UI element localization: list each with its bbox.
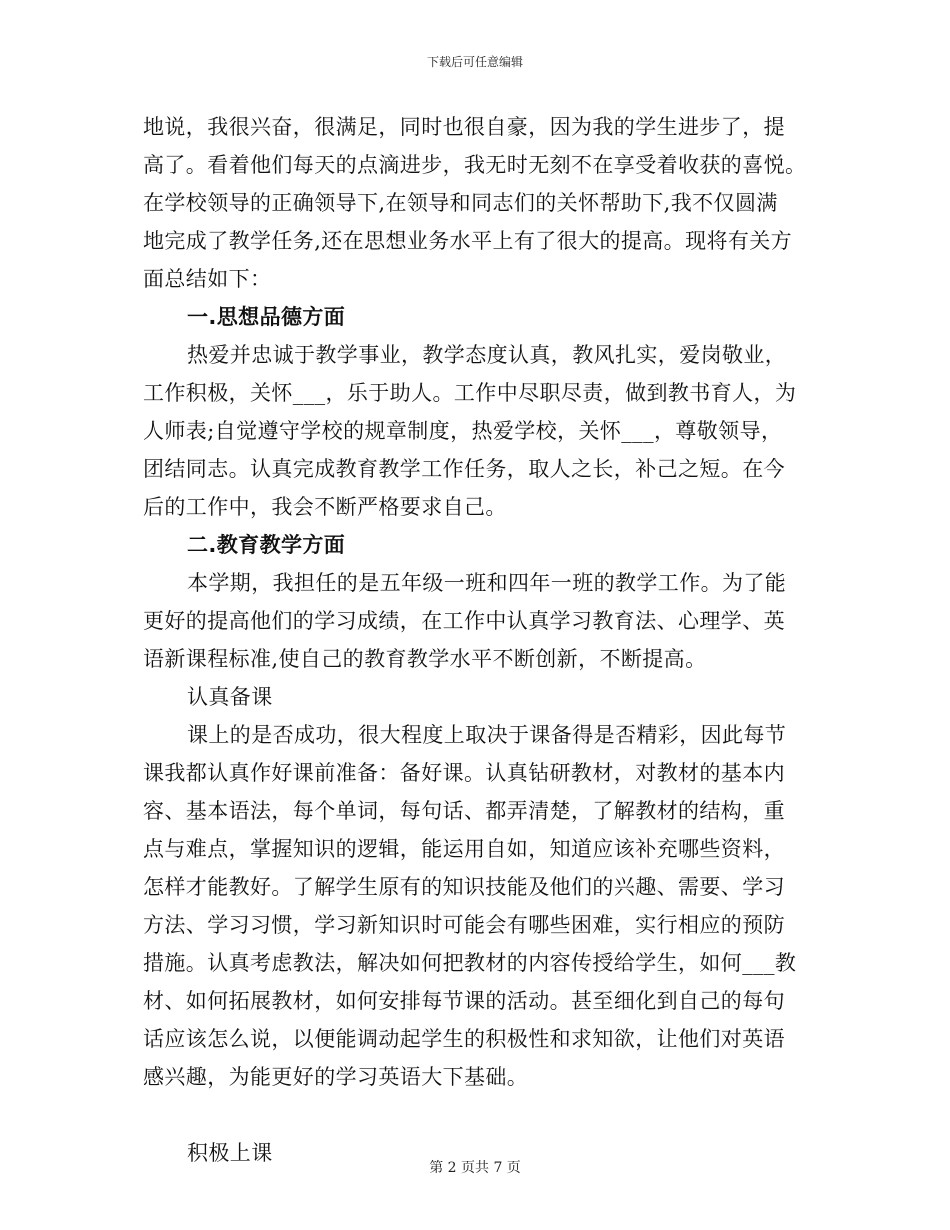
text-line: 更好的提高他们的学习成绩，在工作中认真学习教育法、心理学、英: [143, 609, 785, 633]
page-header: 下载后可任意编辑: [426, 55, 523, 69]
text-line: 团结同志。认真完成教育教学工作任务，取人之长，补己之短。在今: [143, 457, 785, 481]
text-line: 地完成了教学任务,还在思想业务水平上有了很大的提高。现将有关方: [143, 229, 793, 253]
text-line: 话应该怎么说，以便能调动起学生的积极性和求知欲，让他们对英语: [143, 1027, 785, 1051]
text-line: 材、如何拓展教材，如何安排每节课的活动。甚至细化到自己的每句: [143, 989, 785, 1013]
text-line: 方法、学习习惯，学习新知识时可能会有哪些困难，实行相应的预防: [143, 913, 785, 937]
text-line: 积极上课: [187, 1141, 273, 1165]
text-line: 怎样才能教好。了解学生原有的知识技能及他们的兴趣、需要、学习: [143, 875, 785, 899]
text-line: 语新课程标准,使自己的教育教学水平不断创新，不断提高。: [143, 647, 707, 671]
document-body: [143, 108, 809, 1172]
text-line: 人师表;自觉遵守学校的规章制度，热爱学校，关怀___，尊敬领导，: [143, 419, 783, 443]
text-line: 点与难点，掌握知识的逻辑，能运用自如，知道应该补充哪些资料，: [143, 837, 785, 861]
section-heading: 一.思想品德方面: [187, 305, 346, 329]
text-line: 在学校领导的正确领导下,在领导和同志们的关怀帮助下,我不仅圆满: [143, 191, 778, 215]
text-line: 热爱并忠诚于教学事业，教学态度认真，教风扎实，爱岗敬业，: [187, 343, 787, 367]
text-line: 高了。看着他们每天的点滴进步，我无时无刻不在享受着收获的喜悦。: [143, 153, 807, 177]
text-line: 课我都认真作好课前准备：备好课。认真钻研教材，对教材的基本内: [143, 761, 785, 785]
text-line: 地说，我很兴奋，很满足，同时也很自豪，因为我的学生进步了，提: [143, 115, 785, 139]
text-line: 认真备课: [187, 685, 273, 709]
text-line: 后的工作中，我会不断严格要求自己。: [143, 495, 507, 519]
section-heading: 二.教育教学方面: [187, 533, 346, 557]
text-line: 感兴趣，为能更好的学习英语大下基础。: [143, 1065, 529, 1089]
text-line: 措施。认真考虑教法，解决如何把教材的内容传授给学生，如何___教: [143, 951, 797, 975]
text-line: 工作积极，关怀___，乐于助人。工作中尽职尽责，做到教书育人，为: [143, 381, 797, 405]
text-line: 面总结如下：: [143, 267, 272, 291]
blank-line: [143, 1096, 809, 1134]
page-footer: 第 2 页共 7 页: [429, 1160, 521, 1176]
text-line: 课上的是否成功，很大程度上取决于课备得是否精彩，因此每节: [187, 723, 787, 747]
text-line: 本学期，我担任的是五年级一班和四年一班的教学工作。为了能: [187, 571, 787, 595]
text-line: 容、基本语法，每个单词，每句话、都弄清楚，了解教材的结构，重: [143, 799, 785, 823]
